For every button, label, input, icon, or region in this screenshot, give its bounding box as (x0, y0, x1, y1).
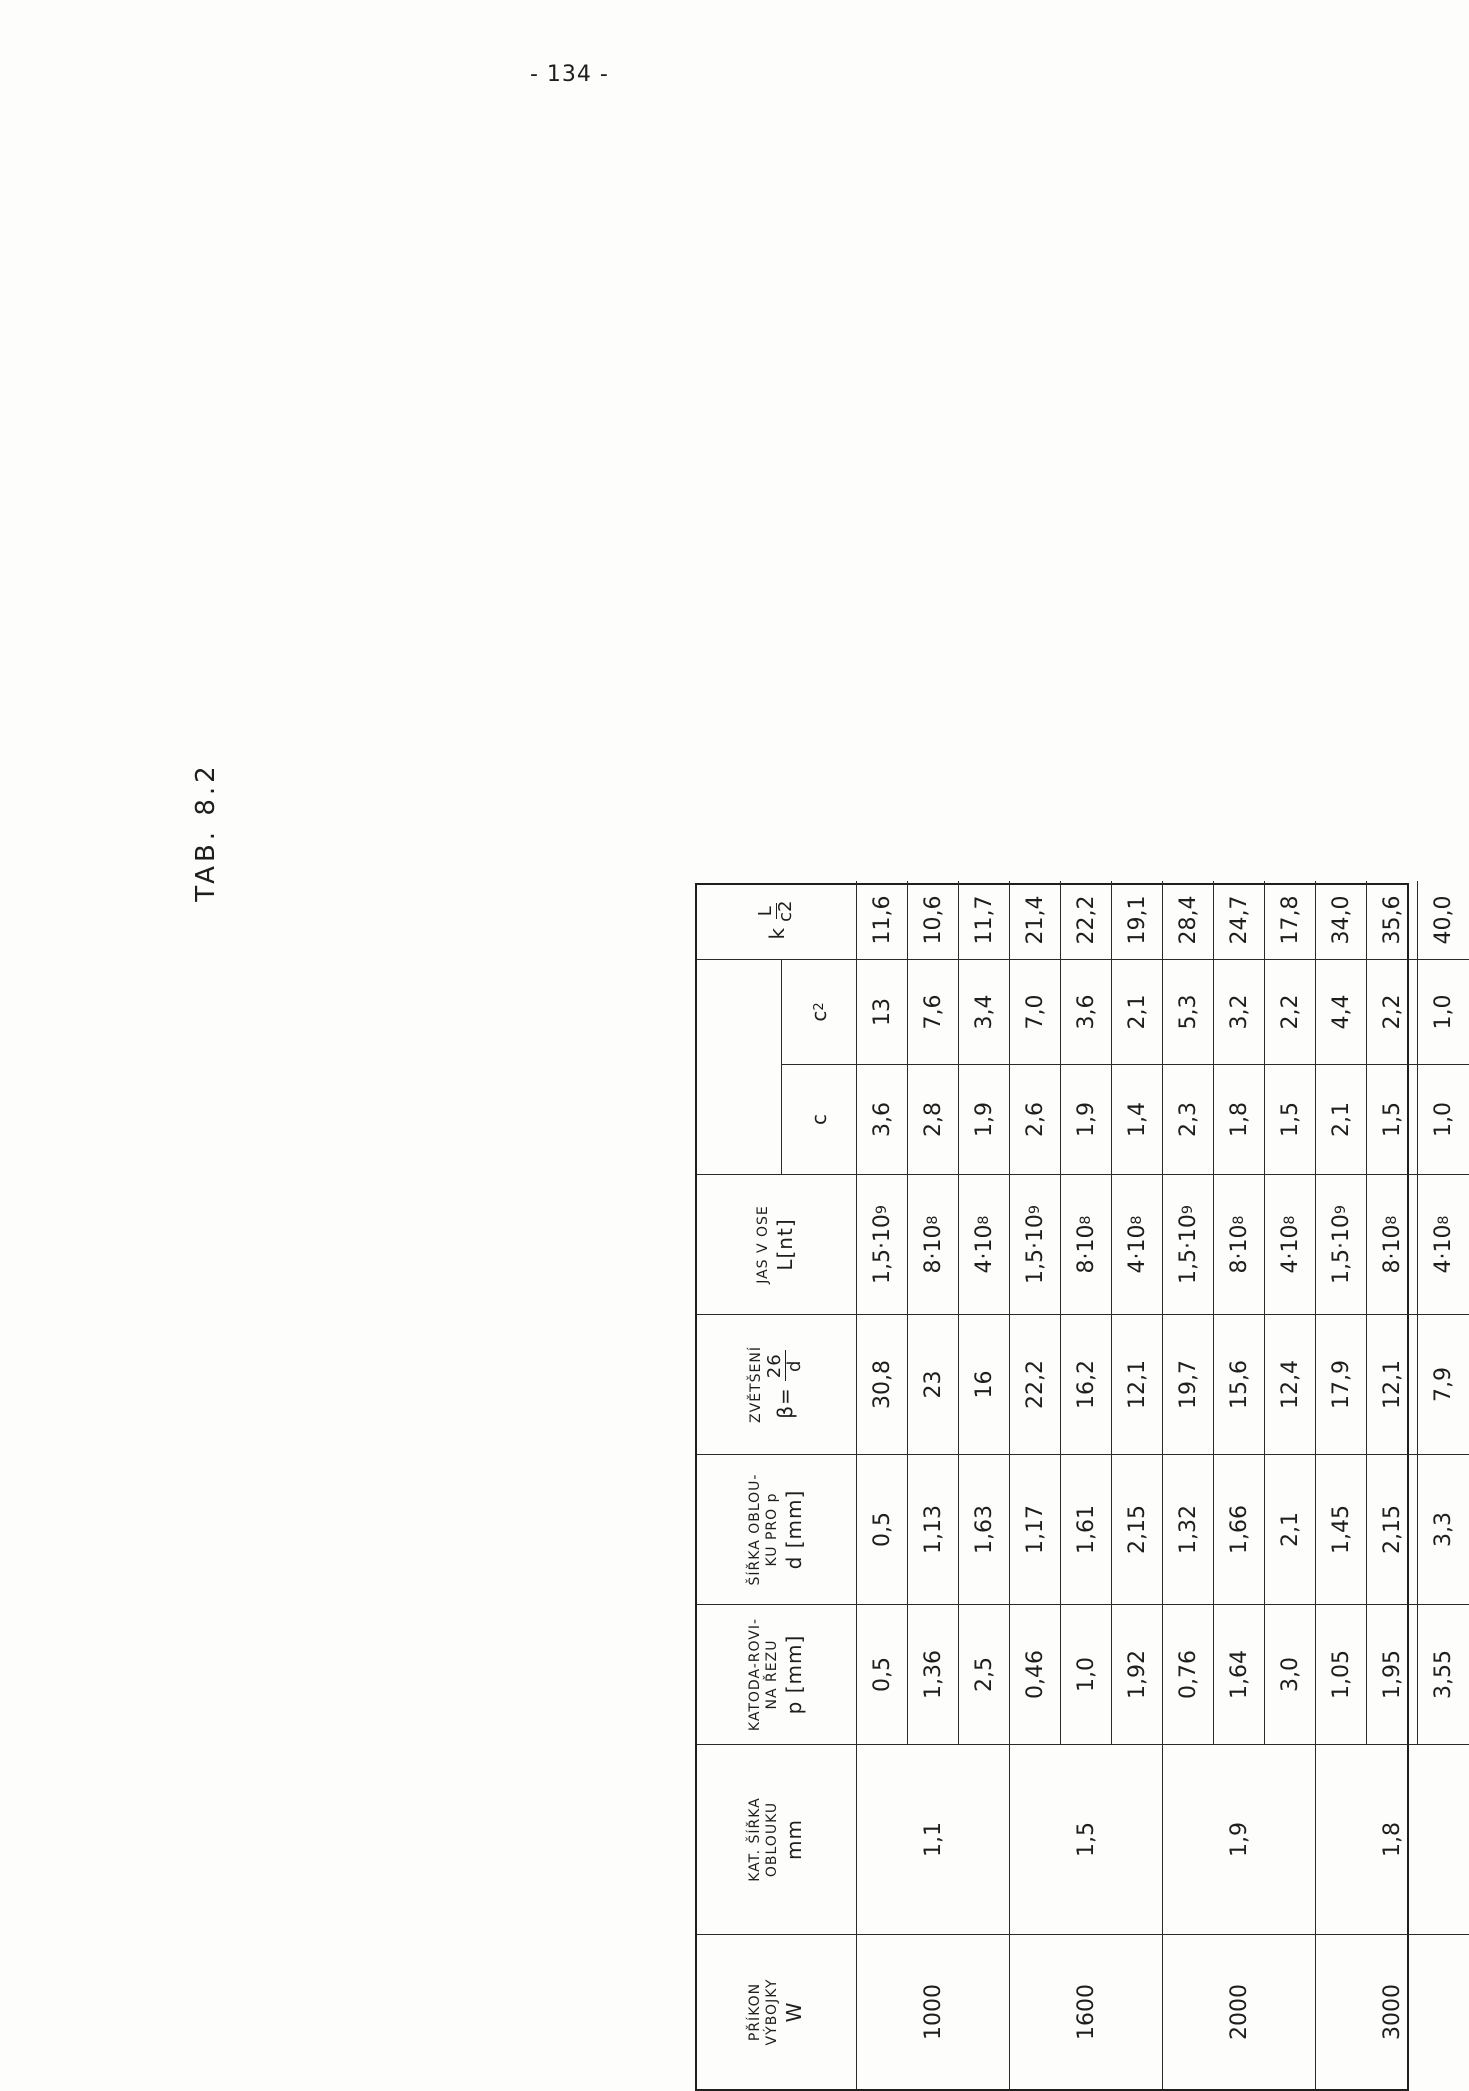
group-kat-sirka: 1,8 (1316, 1744, 1469, 1934)
header-zvetseni-beta: β= (772, 1387, 797, 1419)
cell-d: 1,32 (1163, 1454, 1214, 1604)
cell-k: 40,0 (1431, 895, 1456, 945)
header-katoda-line2: NA ŘEZU (764, 1639, 780, 1710)
cell-c2: 1,0 (1418, 959, 1469, 1064)
cell-d: 0,5 (857, 1454, 908, 1604)
cell-d: 3,3 (1418, 1454, 1469, 1604)
cell-p: 0,46 (1010, 1604, 1061, 1744)
cell-p: 3,55 (1418, 1604, 1469, 1744)
cell-k: 35,6 (1367, 881, 1418, 959)
group-kat-sirka: 1,5 (1010, 1744, 1163, 1934)
jas-exponent: 8 (976, 1215, 992, 1225)
cell-k: 10,6 (908, 881, 959, 959)
header-kat-sirka-line1: KAT. ŠÍŘKA (746, 1797, 763, 1882)
header-prikon-unit: W (781, 2001, 806, 2023)
header-blank (697, 959, 782, 1174)
header-zvetseni (697, 1314, 857, 1454)
header-k-den: c2 (775, 900, 796, 922)
group-kat-sirka: 1,9 (1163, 1744, 1316, 1934)
jas-mantissa: 8·10 (920, 1224, 946, 1274)
header-prikon (697, 1934, 857, 2089)
header-k (697, 881, 857, 959)
cell-beta: 23 (908, 1314, 959, 1454)
cell-beta: 17,9 (1316, 1314, 1367, 1454)
header-zvetseni-formula (763, 1350, 805, 1419)
cell-beta: 7,9 (1418, 1314, 1469, 1454)
cell-c: 2,3 (1163, 1064, 1214, 1174)
cell-c: 2,1 (1316, 1064, 1367, 1174)
header-k-fraction (757, 901, 796, 922)
header-c2 (782, 959, 857, 1064)
cell-jas (1316, 1174, 1367, 1314)
jas-mantissa: 8·10 (1226, 1224, 1252, 1274)
cell-jas (857, 1174, 908, 1314)
header-sirka (697, 1454, 857, 1604)
group-prikon: 1000 (857, 1934, 1010, 2089)
cell-d: 2,15 (1367, 1454, 1418, 1604)
jas-mantissa: 1,5·10 (869, 1214, 895, 1285)
cell-c2: 2,2 (1265, 959, 1316, 1064)
jas-mantissa: 1,5·10 (1175, 1214, 1201, 1285)
jas-mantissa: 8·10 (1379, 1224, 1405, 1274)
cell-c: 1,4 (1112, 1064, 1163, 1174)
cell-p: 0,76 (1163, 1604, 1214, 1744)
cell-c2: 2,2 (1367, 959, 1418, 1064)
cell-jas (1265, 1174, 1316, 1314)
header-katoda (697, 1604, 857, 1744)
header-k-letter: k (764, 927, 789, 940)
jas-exponent: 8 (1129, 1215, 1145, 1225)
header-kat-sirka (697, 1744, 857, 1934)
cell-beta: 12,1 (1367, 1314, 1418, 1454)
cell-p: 1,0 (1061, 1604, 1112, 1744)
header-katoda-line1: KATODA-ROVI- (746, 1617, 763, 1732)
header-kat-sirka-unit: mm (781, 1819, 806, 1860)
jas-exponent: 8 (1282, 1215, 1298, 1225)
cell-p: 2,5 (959, 1604, 1010, 1744)
table-caption: TAB. 8.2 (191, 762, 221, 902)
header-zvetseni-den: d (783, 1359, 805, 1372)
cell-beta: 19,7 (1163, 1314, 1214, 1454)
jas-exponent: 9 (1333, 1204, 1349, 1215)
header-jas-line1: JAS V OSE (755, 1205, 772, 1284)
group-prikon: 3000 (1316, 1934, 1469, 2089)
cell-k: 21,4 (1010, 881, 1061, 959)
cell-c2: 3,6 (1061, 959, 1112, 1064)
header-k-num: L (757, 903, 777, 919)
cell-k: 28,4 (1163, 881, 1214, 959)
jas-mantissa: 4·10 (1124, 1224, 1150, 1274)
header-zvetseni-num: 26 (766, 1350, 786, 1381)
cell-beta: 16 (959, 1314, 1010, 1454)
cell-k: 17,8 (1265, 881, 1316, 959)
cell-c2: 4,4 (1316, 959, 1367, 1064)
header-sirka-line1: ŠÍŘKA OBLOU- (746, 1473, 763, 1586)
header-k-formula (757, 901, 796, 940)
header-jas (697, 1174, 857, 1314)
cell-d: 1,66 (1214, 1454, 1265, 1604)
jas-mantissa: 4·10 (971, 1224, 997, 1274)
header-c: c (782, 1064, 857, 1174)
cell-d: 1,17 (1010, 1454, 1061, 1604)
cell-c2: 3,2 (1214, 959, 1265, 1064)
cell-p: 0,5 (857, 1604, 908, 1744)
header-kat-sirka-line2: OBLOUKU (764, 1801, 780, 1878)
cell-c: 2,8 (908, 1064, 959, 1174)
cell-beta: 30,8 (857, 1314, 908, 1454)
cell-d: 2,1 (1265, 1454, 1316, 1604)
header-c2-exp: 2 (811, 1002, 827, 1011)
header-zvetseni-line1: ZVĚTŠENÍ (748, 1346, 765, 1423)
cell-k: 24,7 (1214, 881, 1265, 959)
cell-c2: 13 (857, 959, 908, 1064)
cell-c: 1,9 (1061, 1064, 1112, 1174)
jas-exponent: 8 (1384, 1215, 1400, 1225)
jas-mantissa: 4·10 (1431, 1224, 1456, 1274)
cell-jas (1163, 1174, 1214, 1314)
cell-jas (1010, 1174, 1061, 1314)
cell-jas (959, 1174, 1010, 1314)
jas-mantissa: 8·10 (1073, 1224, 1099, 1274)
cell-jas (1112, 1174, 1163, 1314)
cell-k: 22,2 (1061, 881, 1112, 959)
jas-exponent: 8 (925, 1215, 941, 1225)
cell-c: 1,5 (1265, 1064, 1316, 1174)
jas-exponent: 8 (1078, 1215, 1094, 1225)
cell-beta: 16,2 (1061, 1314, 1112, 1454)
header-sirka-line2: KU PRO p (764, 1492, 780, 1567)
cell-p: 1,05 (1316, 1604, 1367, 1744)
cell-c: 1,5 (1367, 1064, 1418, 1174)
cell-p: 1,95 (1367, 1604, 1418, 1744)
page-number: - 134 - (530, 62, 609, 87)
jas-exponent: 9 (1180, 1204, 1196, 1215)
group-prikon: 2000 (1163, 1934, 1316, 2089)
cell-beta: 22,2 (1010, 1314, 1061, 1454)
header-sirka-unit: d [mm] (781, 1489, 806, 1570)
cell-jas (1214, 1174, 1265, 1314)
cell-beta: 12,1 (1112, 1314, 1163, 1454)
cell-jas (1367, 1174, 1418, 1314)
cell-k: 34,0 (1316, 881, 1367, 959)
cell-d: 1,13 (908, 1454, 959, 1604)
header-zvetseni-fraction (763, 1350, 805, 1381)
cell-beta: 15,6 (1214, 1314, 1265, 1454)
jas-exponent: 9 (874, 1204, 890, 1215)
cell-k: 11,7 (959, 881, 1010, 959)
jas-exponent: 8 (1435, 1215, 1452, 1225)
header-katoda-unit: p [mm] (781, 1634, 806, 1715)
group-kat-sirka: 1,1 (857, 1744, 1010, 1934)
jas-mantissa: 1,5·10 (1022, 1214, 1048, 1285)
cell-d: 1,61 (1061, 1454, 1112, 1604)
data-table (695, 883, 1456, 2091)
cell-c2: 7,0 (1010, 959, 1061, 1064)
header-jas-unit: L[nt] (772, 1218, 797, 1271)
header-prikon-line1: PŘÍKON (746, 1982, 763, 2042)
cell-c2: 3,4 (959, 959, 1010, 1064)
cell-c: 1,0 (1418, 1064, 1469, 1174)
jas-mantissa: 1,5·10 (1328, 1214, 1354, 1285)
cell-p: 3,0 (1265, 1604, 1316, 1744)
jas-exponent: 8 (1231, 1215, 1247, 1225)
header-prikon-line2: VÝBOJKY (764, 1978, 780, 2046)
cell-p: 1,64 (1214, 1604, 1265, 1744)
cell-d: 1,63 (959, 1454, 1010, 1604)
jas-mantissa: 4·10 (1277, 1224, 1303, 1274)
cell-c2: 2,1 (1112, 959, 1163, 1064)
cell-c2: 5,3 (1163, 959, 1214, 1064)
header-c2-base: c (807, 1010, 831, 1022)
cell-d: 1,45 (1316, 1454, 1367, 1604)
cell-p: 1,36 (908, 1604, 959, 1744)
jas-exponent: 9 (1027, 1204, 1043, 1215)
cell-c: 2,6 (1010, 1064, 1061, 1174)
cell-c: 3,6 (857, 1064, 908, 1174)
group-prikon: 1600 (1010, 1934, 1163, 2089)
cell-c2: 7,6 (908, 959, 959, 1064)
cell-beta: 12,4 (1265, 1314, 1316, 1454)
cell-c: 1,8 (1214, 1064, 1265, 1174)
cell-d: 2,15 (1112, 1454, 1163, 1604)
cell-k: 19,1 (1112, 881, 1163, 959)
cell-jas (1418, 1174, 1469, 1314)
cell-p: 1,92 (1112, 1604, 1163, 1744)
cell-jas (1061, 1174, 1112, 1314)
cell-k: 11,6 (857, 881, 908, 959)
cell-jas (908, 1174, 959, 1314)
cell-c: 1,9 (959, 1064, 1010, 1174)
